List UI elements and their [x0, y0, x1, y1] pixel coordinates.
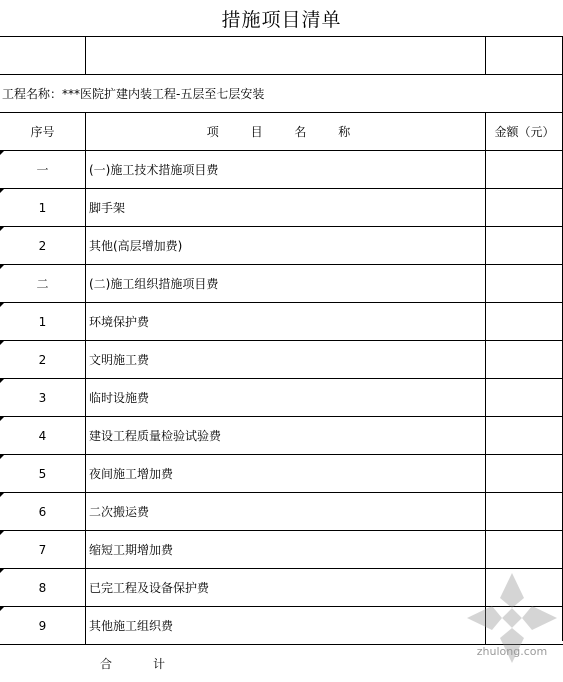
row-name: 脚手架	[86, 189, 486, 226]
table-row	[0, 302, 563, 340]
table-row	[0, 492, 563, 530]
blank-cell-name	[86, 37, 486, 74]
row-no: 1	[0, 303, 86, 340]
row-amount[interactable]	[486, 265, 563, 302]
row-amount[interactable]	[486, 227, 563, 264]
table-row	[0, 416, 563, 454]
blank-cell-no	[0, 37, 86, 74]
sheet-title: 措施项目清单	[221, 8, 342, 31]
row-amount[interactable]	[486, 303, 563, 340]
header-no: 序号	[0, 113, 86, 150]
row-name: 缩短工期增加费	[86, 531, 486, 568]
row-name: 文明施工费	[86, 341, 486, 378]
watermark-text: zhulong.com	[476, 645, 548, 658]
row-no: 2	[0, 341, 86, 378]
row-name: 建设工程质量检验试验费	[86, 417, 486, 454]
row-no: 7	[0, 531, 86, 568]
blank-cell-amount	[486, 37, 563, 74]
row-amount[interactable]	[486, 189, 563, 226]
table-row	[0, 454, 563, 492]
row-name: 已完工程及设备保护费	[86, 569, 486, 606]
row-name: 临时设施费	[86, 379, 486, 416]
row-no: 3	[0, 379, 86, 416]
table-row	[0, 226, 563, 264]
table-row	[0, 188, 563, 226]
row-amount[interactable]	[486, 417, 563, 454]
row-name: 夜间施工增加费	[86, 455, 486, 492]
row-name: (一)施工技术措施项目费	[86, 151, 486, 188]
row-no: 8	[0, 569, 86, 606]
header-name: 项 目 名 称	[86, 113, 486, 150]
total-label-b: 计	[153, 657, 166, 671]
row-amount[interactable]	[486, 531, 563, 568]
row-amount[interactable]	[486, 341, 563, 378]
row-amount[interactable]	[486, 493, 563, 530]
project-name-row	[0, 74, 563, 112]
row-no: 9	[0, 607, 86, 644]
row-no: 2	[0, 227, 86, 264]
table-row	[0, 150, 563, 188]
blank-row	[0, 36, 563, 74]
row-no: 1	[0, 189, 86, 226]
row-no: 6	[0, 493, 86, 530]
total-label-a: 合	[100, 657, 113, 671]
project-name: 工程名称：***医院扩建内装工程-五层至七层安装	[2, 87, 265, 101]
row-no: 4	[0, 417, 86, 454]
header-amount: 金额（元）	[494, 125, 555, 139]
row-no: 二	[0, 265, 86, 302]
row-amount[interactable]	[486, 379, 563, 416]
table-row	[0, 340, 563, 378]
row-no: 一	[0, 151, 86, 188]
row-amount[interactable]	[486, 151, 563, 188]
row-name: 其他(高层增加费)	[86, 227, 486, 264]
row-name: 二次搬运费	[86, 493, 486, 530]
row-name: (二)施工组织措施项目费	[86, 265, 486, 302]
table-row	[0, 378, 563, 416]
table-row	[0, 264, 563, 302]
table-row	[0, 530, 563, 568]
row-no: 5	[0, 455, 86, 492]
row-name: 环境保护费	[86, 303, 486, 340]
row-name: 其他施工组织费	[86, 607, 486, 644]
row-amount[interactable]	[486, 455, 563, 492]
header-row	[0, 112, 563, 150]
